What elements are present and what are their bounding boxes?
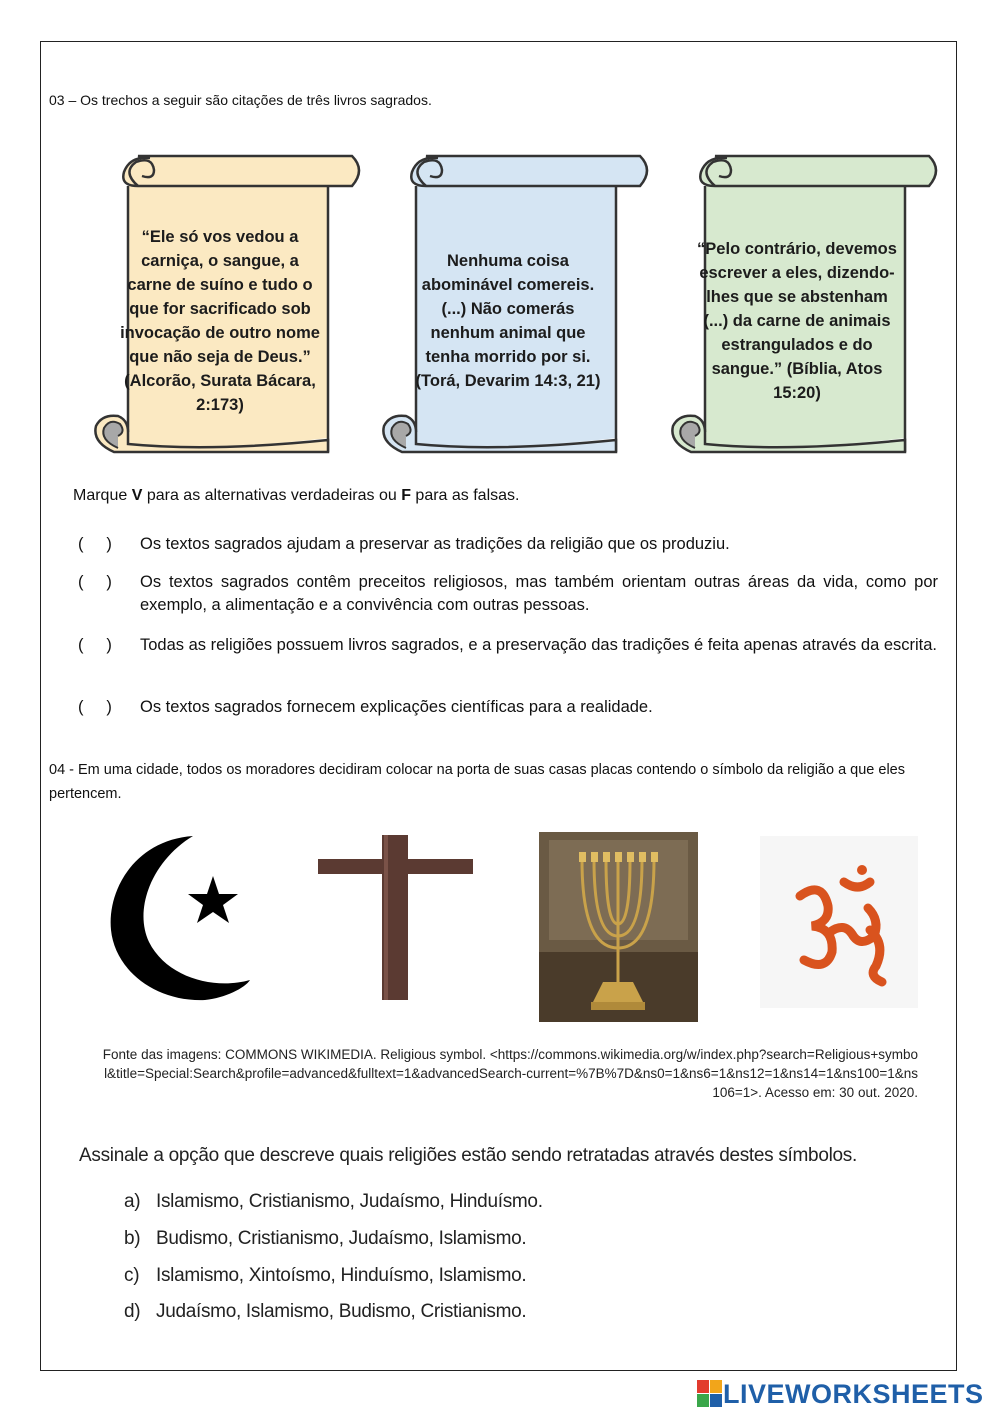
question-4-instruction: Assinale a opção que descreve quais religiões estão sendo retratadas através destes símbolos. — [79, 1145, 857, 1166]
answer-blank[interactable]: ( ) — [78, 573, 112, 591]
scroll-bible — [667, 152, 929, 467]
liveworksheets-logo-icon — [697, 1380, 723, 1408]
option-a[interactable] — [124, 1191, 543, 1213]
answer-blank[interactable]: ( ) — [78, 698, 112, 716]
scroll-torah — [378, 152, 640, 467]
om-icon — [760, 836, 918, 1008]
scroll-bible-text: “Pelo contrário, devemos escrever a eles, dizendo-lhes que se abstenham (...) da carne de animais estrangulados e do sangue.” (Bíblia, Atos 15:20) — [697, 240, 897, 402]
answer-blank[interactable]: ( ) — [78, 535, 112, 553]
option-letter: d) — [124, 1301, 141, 1322]
question-3-intro: 03 – Os trechos a seguir são citações de três livros sagrados. — [49, 92, 432, 108]
scroll-quran — [90, 152, 352, 467]
menorah-icon — [539, 832, 698, 1022]
cross-icon — [318, 835, 473, 1000]
option-d[interactable] — [124, 1301, 526, 1323]
option-c[interactable] — [124, 1265, 526, 1287]
option-letter: c) — [124, 1265, 140, 1286]
answer-blank[interactable]: ( ) — [78, 636, 112, 654]
option-text: Islamismo, Xintoísmo, Hinduísmo, Islamismo. — [156, 1265, 527, 1286]
option-text: Islamismo, Cristianismo, Judaísmo, Hinduísmo. — [156, 1191, 543, 1212]
option-text: Judaísmo, Islamismo, Budismo, Cristianismo. — [156, 1301, 527, 1322]
tf-item-text: Todas as religiões possuem livros sagrados, e a preservação das tradições é feita apenas através da escrita. — [140, 636, 938, 654]
question-4-intro: 04 - Em uma cidade, todos os moradores decidiram colocar na porta de suas casas placas contendo o símbolo da religião a que eles pertencem. — [49, 762, 905, 802]
tf-item-text: Os textos sagrados fornecem explicações científicas para a realidade. — [140, 698, 653, 716]
option-letter: b) — [124, 1228, 141, 1249]
liveworksheets-logo — [697, 1378, 984, 1410]
scroll-quran-text: “Ele só vos vedou a carniça, o sangue, a carne de suíno e tudo o que for sacrificado sob invocação de outro nome que não seja de Deus.” (Alcorão, Surata Bácara, 2:173) — [120, 228, 320, 414]
option-b[interactable] — [124, 1228, 526, 1250]
tf-item-text: Os textos sagrados ajudam a preservar as tradições da religião que os produziu. — [140, 535, 730, 553]
scroll-torah-text: Nenhuma coisa abominável comereis. (...) Não comerás nenhum animal que tenha morrido por si. (Torá, Devarim 14:3, 21) — [415, 252, 601, 390]
crescent-star-icon — [105, 830, 255, 1005]
option-letter: a) — [124, 1191, 141, 1212]
option-text: Budismo, Cristianismo, Judaísmo, Islamismo. — [156, 1228, 527, 1249]
true-false-instruction: Marque V para as alternativas verdadeiras ou F para as falsas. — [73, 487, 520, 504]
liveworksheets-wordmark: LIVEWORKSHEETS — [723, 1378, 984, 1409]
image-source-citation: Fonte das imagens: COMMONS WIKIMEDIA. Religious symbol. <https://commons.wikimedia.org/w/index.php?search=Religious+symbol&title=Special:Search&profile=advanced&fulltext=1&advancedSearch-current=%7B%7D&ns0=1&ns6=1&ns12=1&ns14=1&ns100=1&ns106=1>. Acesso em: 30 out. 2020. — [102, 1047, 918, 1100]
tf-item-text: Os textos sagrados contêm preceitos religiosos, mas também orientam outras áreas da vida, como por exemplo, a alimentação e a convivência com outras pessoas. — [140, 573, 938, 614]
